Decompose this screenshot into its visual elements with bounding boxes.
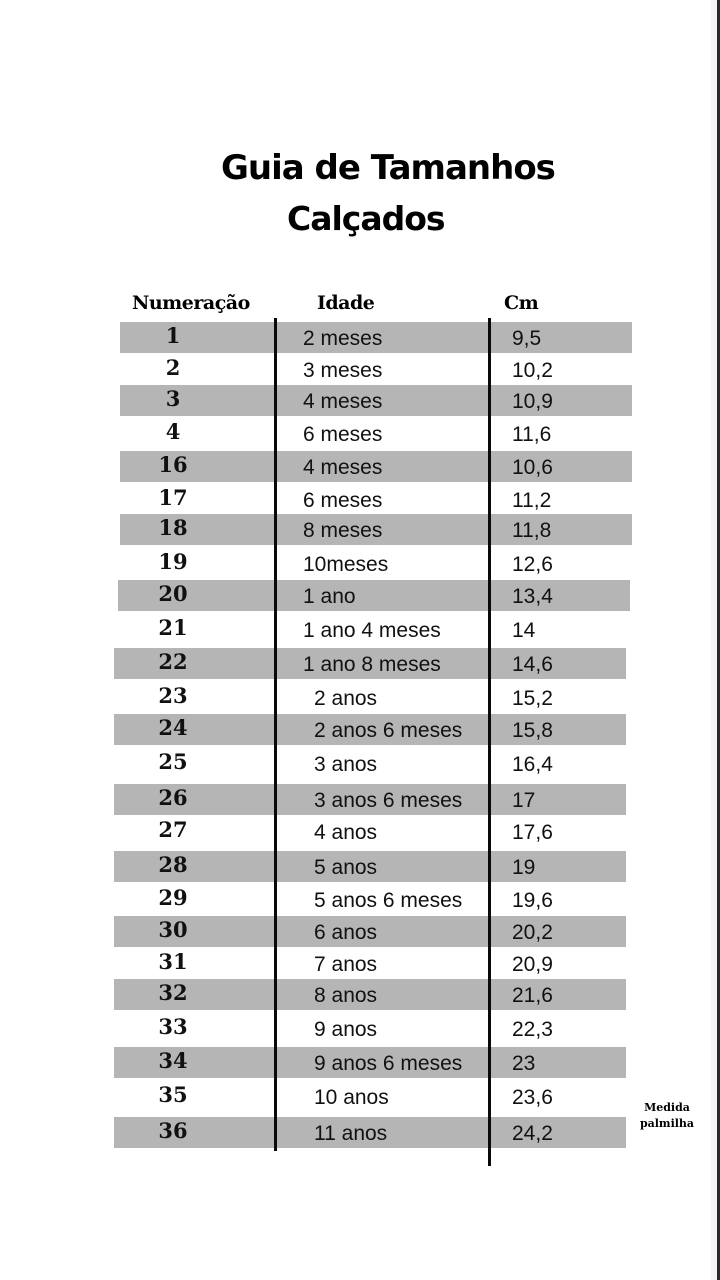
- cell-idade: 6 meses: [303, 423, 383, 446]
- cell-cm: 10,6: [512, 456, 553, 479]
- cell-cm: 20,2: [512, 921, 553, 944]
- cell-idade: 10meses: [303, 553, 389, 576]
- cell-idade: 1 ano 8 meses: [303, 653, 441, 676]
- cell-cm: 13,4: [512, 585, 553, 608]
- cell-idade: 5 anos: [314, 856, 378, 879]
- column-divider-right: [488, 318, 491, 1166]
- cell-cm: 17: [512, 789, 536, 812]
- cell-numeracao: 22: [158, 649, 188, 674]
- column-header-cm: Cm: [504, 292, 539, 314]
- cell-idade: 2 meses: [303, 327, 383, 350]
- cell-idade: 4 meses: [303, 456, 383, 479]
- cell-cm: 10,2: [512, 359, 553, 382]
- cell-numeracao: 3: [165, 386, 181, 411]
- cell-idade: 1 ano: [303, 585, 356, 608]
- cell-idade: 6 meses: [303, 489, 383, 512]
- cell-numeracao: 26: [158, 785, 188, 810]
- cell-numeracao: 24: [158, 715, 188, 740]
- cell-idade: 7 anos: [314, 953, 378, 976]
- cell-numeracao: 19: [158, 549, 188, 574]
- cell-numeracao: 29: [158, 885, 188, 910]
- cell-idade: 2 anos 6 meses: [314, 719, 463, 742]
- cell-cm: 23: [512, 1052, 536, 1075]
- column-header-numeracao: Numeração: [132, 292, 250, 314]
- cell-cm: 16,4: [512, 753, 553, 776]
- cell-cm: 23,6: [512, 1086, 553, 1109]
- cell-cm: 14,6: [512, 653, 553, 676]
- cell-idade: 10 anos: [314, 1086, 389, 1109]
- cell-idade: 1 ano 4 meses: [303, 619, 441, 642]
- cell-cm: 20,9: [512, 953, 553, 976]
- cell-numeracao: 21: [158, 615, 188, 640]
- cell-cm: 15,2: [512, 687, 553, 710]
- cell-cm: 15,8: [512, 719, 553, 742]
- cell-cm: 17,6: [512, 821, 553, 844]
- insole-measure-note: [636, 1100, 698, 1132]
- cell-cm: 21,6: [512, 984, 553, 1007]
- cell-idade: 3 anos: [314, 753, 378, 776]
- cell-numeracao: 27: [158, 817, 188, 842]
- cell-numeracao: 33: [158, 1014, 188, 1039]
- cell-idade: 6 anos: [314, 921, 378, 944]
- cell-numeracao: 28: [158, 852, 188, 877]
- cell-numeracao: 32: [158, 980, 188, 1005]
- cell-idade: 4 anos: [314, 821, 378, 844]
- cell-cm: 11,2: [512, 489, 552, 512]
- page-subtitle: Calçados: [287, 199, 445, 238]
- cell-idade: 2 anos: [314, 687, 378, 710]
- cell-numeracao: 36: [158, 1118, 188, 1143]
- page-title: Guia de Tamanhos: [221, 148, 555, 188]
- note-line-2: palmilha: [639, 1117, 695, 1130]
- cell-idade: 8 anos: [314, 984, 378, 1007]
- cell-numeracao: 17: [158, 485, 188, 510]
- cell-cm: 11,8: [512, 519, 552, 542]
- note-line-1: Medida: [644, 1101, 690, 1114]
- cell-cm: 19,6: [512, 889, 553, 912]
- cell-cm: 24,2: [512, 1122, 553, 1145]
- cell-idade: 5 anos 6 meses: [314, 889, 463, 912]
- cell-numeracao: 34: [158, 1048, 188, 1073]
- cell-numeracao: 4: [165, 419, 181, 444]
- column-divider-left: [274, 318, 277, 1151]
- cell-numeracao: 1: [165, 323, 181, 348]
- cell-numeracao: 30: [158, 917, 188, 942]
- cell-idade: 3 anos 6 meses: [314, 789, 463, 812]
- cell-numeracao: 20: [158, 581, 188, 606]
- cell-numeracao: 16: [158, 452, 188, 477]
- cell-idade: 9 anos: [314, 1018, 378, 1041]
- cell-numeracao: 23: [158, 683, 188, 708]
- cell-idade: 4 meses: [303, 390, 383, 413]
- cell-numeracao: 2: [165, 355, 181, 380]
- cell-cm: 14: [512, 619, 536, 642]
- cell-cm: 10,9: [512, 390, 553, 413]
- cell-numeracao: 25: [158, 749, 188, 774]
- cell-cm: 9,5: [512, 327, 542, 350]
- cell-cm: 11,6: [512, 423, 552, 446]
- cell-idade: 11 anos: [314, 1122, 388, 1145]
- column-header-idade: Idade: [317, 292, 375, 314]
- cell-idade: 8 meses: [303, 519, 383, 542]
- cell-numeracao: 35: [158, 1082, 188, 1107]
- cell-cm: 12,6: [512, 553, 553, 576]
- cell-idade: 3 meses: [303, 359, 383, 382]
- cell-numeracao: 18: [158, 515, 188, 540]
- cell-idade: 9 anos 6 meses: [314, 1052, 463, 1075]
- cell-cm: 22,3: [512, 1018, 553, 1041]
- cell-numeracao: 31: [158, 949, 188, 974]
- cell-cm: 19: [512, 856, 536, 879]
